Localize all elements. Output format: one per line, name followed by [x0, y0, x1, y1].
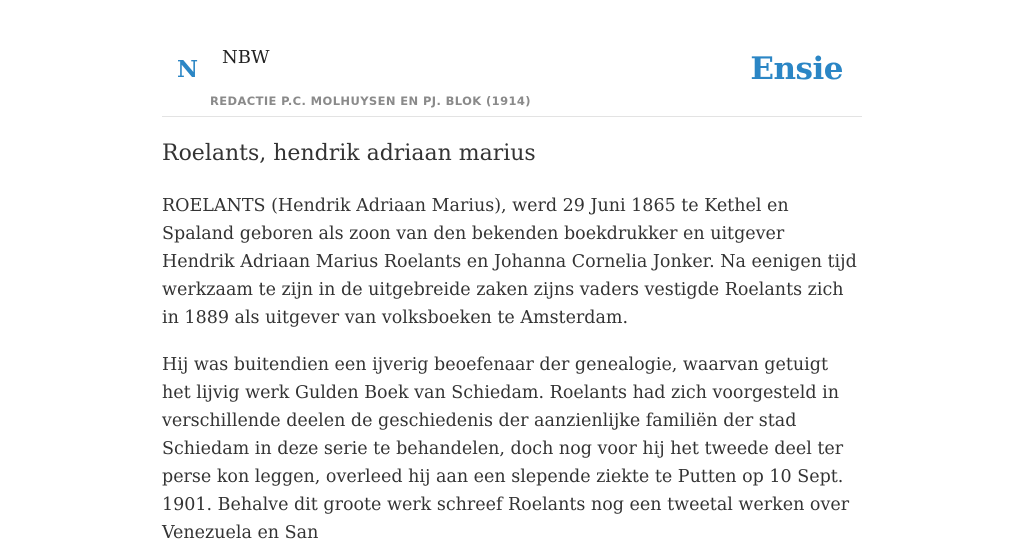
header [162, 0, 862, 117]
article-paragraph: ROELANTS (Hendrik Adriaan Marius), werd 29 Juni 1865 te Kethel en Spaland geboren als zoon van den bekenden boekdrukker en uitgever Hendrik Adriaan Marius Roelants en Johanna Cornelia Jonker. Na eenigen tijd werkzaam te zijn in de uitgebreide zaken zijns vaders vestigde Roelants zich in 1889 als uitgever van volksboeken te Amsterdam. [162, 196, 857, 328]
page-title: Roelants, hendrik adriaan marius [162, 141, 536, 166]
source-subtitle: REDACTIE P.C. MOLHUYSEN EN PJ. BLOK (1914) [210, 94, 531, 108]
source-logo[interactable]: N [177, 56, 199, 83]
source-name[interactable]: NBW [222, 47, 270, 68]
article-paragraph: Hij was buitendien een ijverig beoefenaar der genealogie, waarvan getuigt het lijvig werk Gulden Boek van Schiedam. Roelants had zich voorgesteld in verschillende deelen de geschiedenis der aanzienlijke familiën der stad Schiedam in deze serie te behandelen, doch nog voor hij het tweede deel ter perse kon leggen, overleed hij aan een slepende ziekte te Putten op 10 Sept. 1901. Behalve dit groote werk schreef Roelants nog een tweetal werken over Venezuela en San [162, 355, 850, 543]
brand-logo[interactable]: Ensie [750, 51, 843, 87]
